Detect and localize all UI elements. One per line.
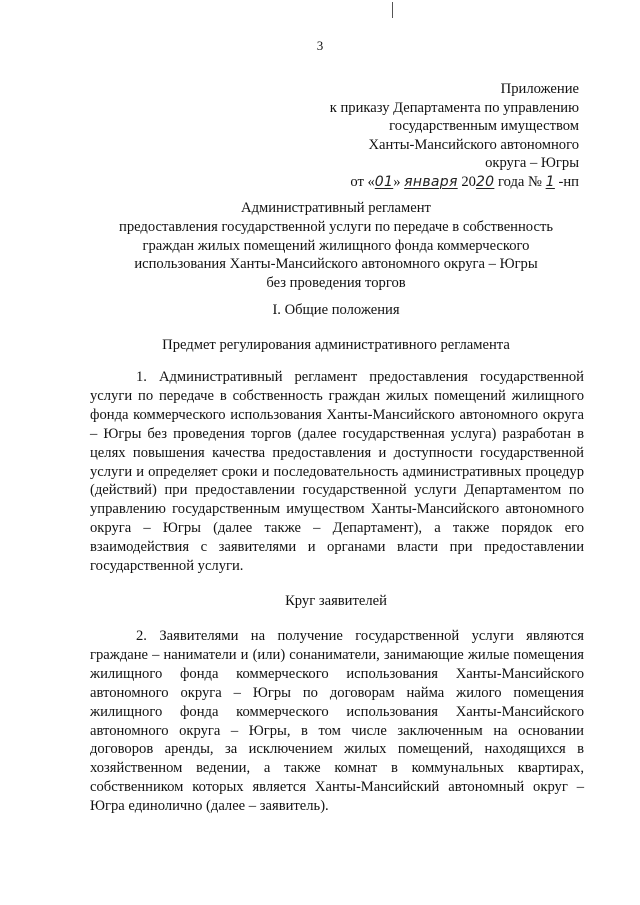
date-sep-3: года № <box>494 173 546 190</box>
regulation-title <box>88 199 584 293</box>
page-number: 3 <box>316 38 324 53</box>
appendix-block <box>279 80 579 192</box>
paragraph-1 <box>90 368 584 576</box>
title-line-2: предоставления государственной услуги по передаче в собственность <box>119 218 553 235</box>
paragraph-2 <box>90 627 584 816</box>
appendix-order-line: к приказу Департамента по управлению <box>329 99 579 116</box>
paragraph-1-text: 1. Административный регламент предоставления государственной услуги по передаче в собственность граждан жилых помещений жилищного фонда коммерческого использования Ханты-Мансийского автономного округа – Югры без проведения торгов (далее государственная услуга) разработан в целях повышения качества предоставления и доступности государственной услуги и определяет сроки и последовательность административных процедур (действий) при предоставлении государственной услуги Департаментом по управлению государственным имуществом Ханты-Мансийского автономного округа – Югры (далее также – Департамент), а также порядок его взаимодействия с заявителями и органами власти при предоставлении государственной услуги. <box>90 369 584 575</box>
date-sep-1: » <box>393 173 405 190</box>
title-line-4: использования Ханты-Мансийского автономного округа – Югры <box>134 256 538 273</box>
date-year-handwritten: 20 <box>475 173 495 190</box>
date-day-handwritten: 01 <box>374 173 394 190</box>
date-month-handwritten: января <box>404 173 458 190</box>
title-line-3: граждан жилых помещений жилищного фонда коммерческого <box>142 237 530 254</box>
appendix-date-line <box>279 173 579 192</box>
scan-artifact-mark <box>392 2 393 18</box>
appendix-title: Приложение <box>500 81 579 97</box>
section-heading-general: I. Общие положения <box>272 302 400 318</box>
appendix-okrug-line: округа – Югры <box>485 155 579 172</box>
title-line-1: Административный регламент <box>241 200 431 216</box>
title-line-5: без проведения торгов <box>266 275 406 292</box>
order-suffix: -нп <box>554 173 579 190</box>
appendix-property-line: государственным имуществом <box>389 118 579 135</box>
appendix-region-line: Ханты-Мансийского автономного <box>368 136 579 153</box>
paragraph-2-text: 2. Заявителями на получение государственной услуги являются граждане – наниматели и (или) сонаниматели, занимающие жилые помещения жилищного фонда коммерческого использования Ханты-Мансийского автономного округа – Югры по договорам найма жилого помещения жилищного фонда коммерческого использования Ханты-Мансийского автономного округа – Югры, в том числе заключенным на основании договоров аренды, за исключением жилых помещений, находящихся в хозяйственном ведении, а также комнат в коммунальных квартирах, собственником которых является Ханты-Мансийский автономный округ – Югра единолично (далее – заявитель). <box>90 628 584 815</box>
subheading-applicants: Круг заявителей <box>285 593 387 609</box>
order-number-handwritten: 1 <box>545 173 555 190</box>
subheading-subject: Предмет регулирования административного регламента <box>162 337 510 353</box>
date-prefix: от « <box>350 173 375 190</box>
date-sep-2: 20 <box>457 173 476 190</box>
